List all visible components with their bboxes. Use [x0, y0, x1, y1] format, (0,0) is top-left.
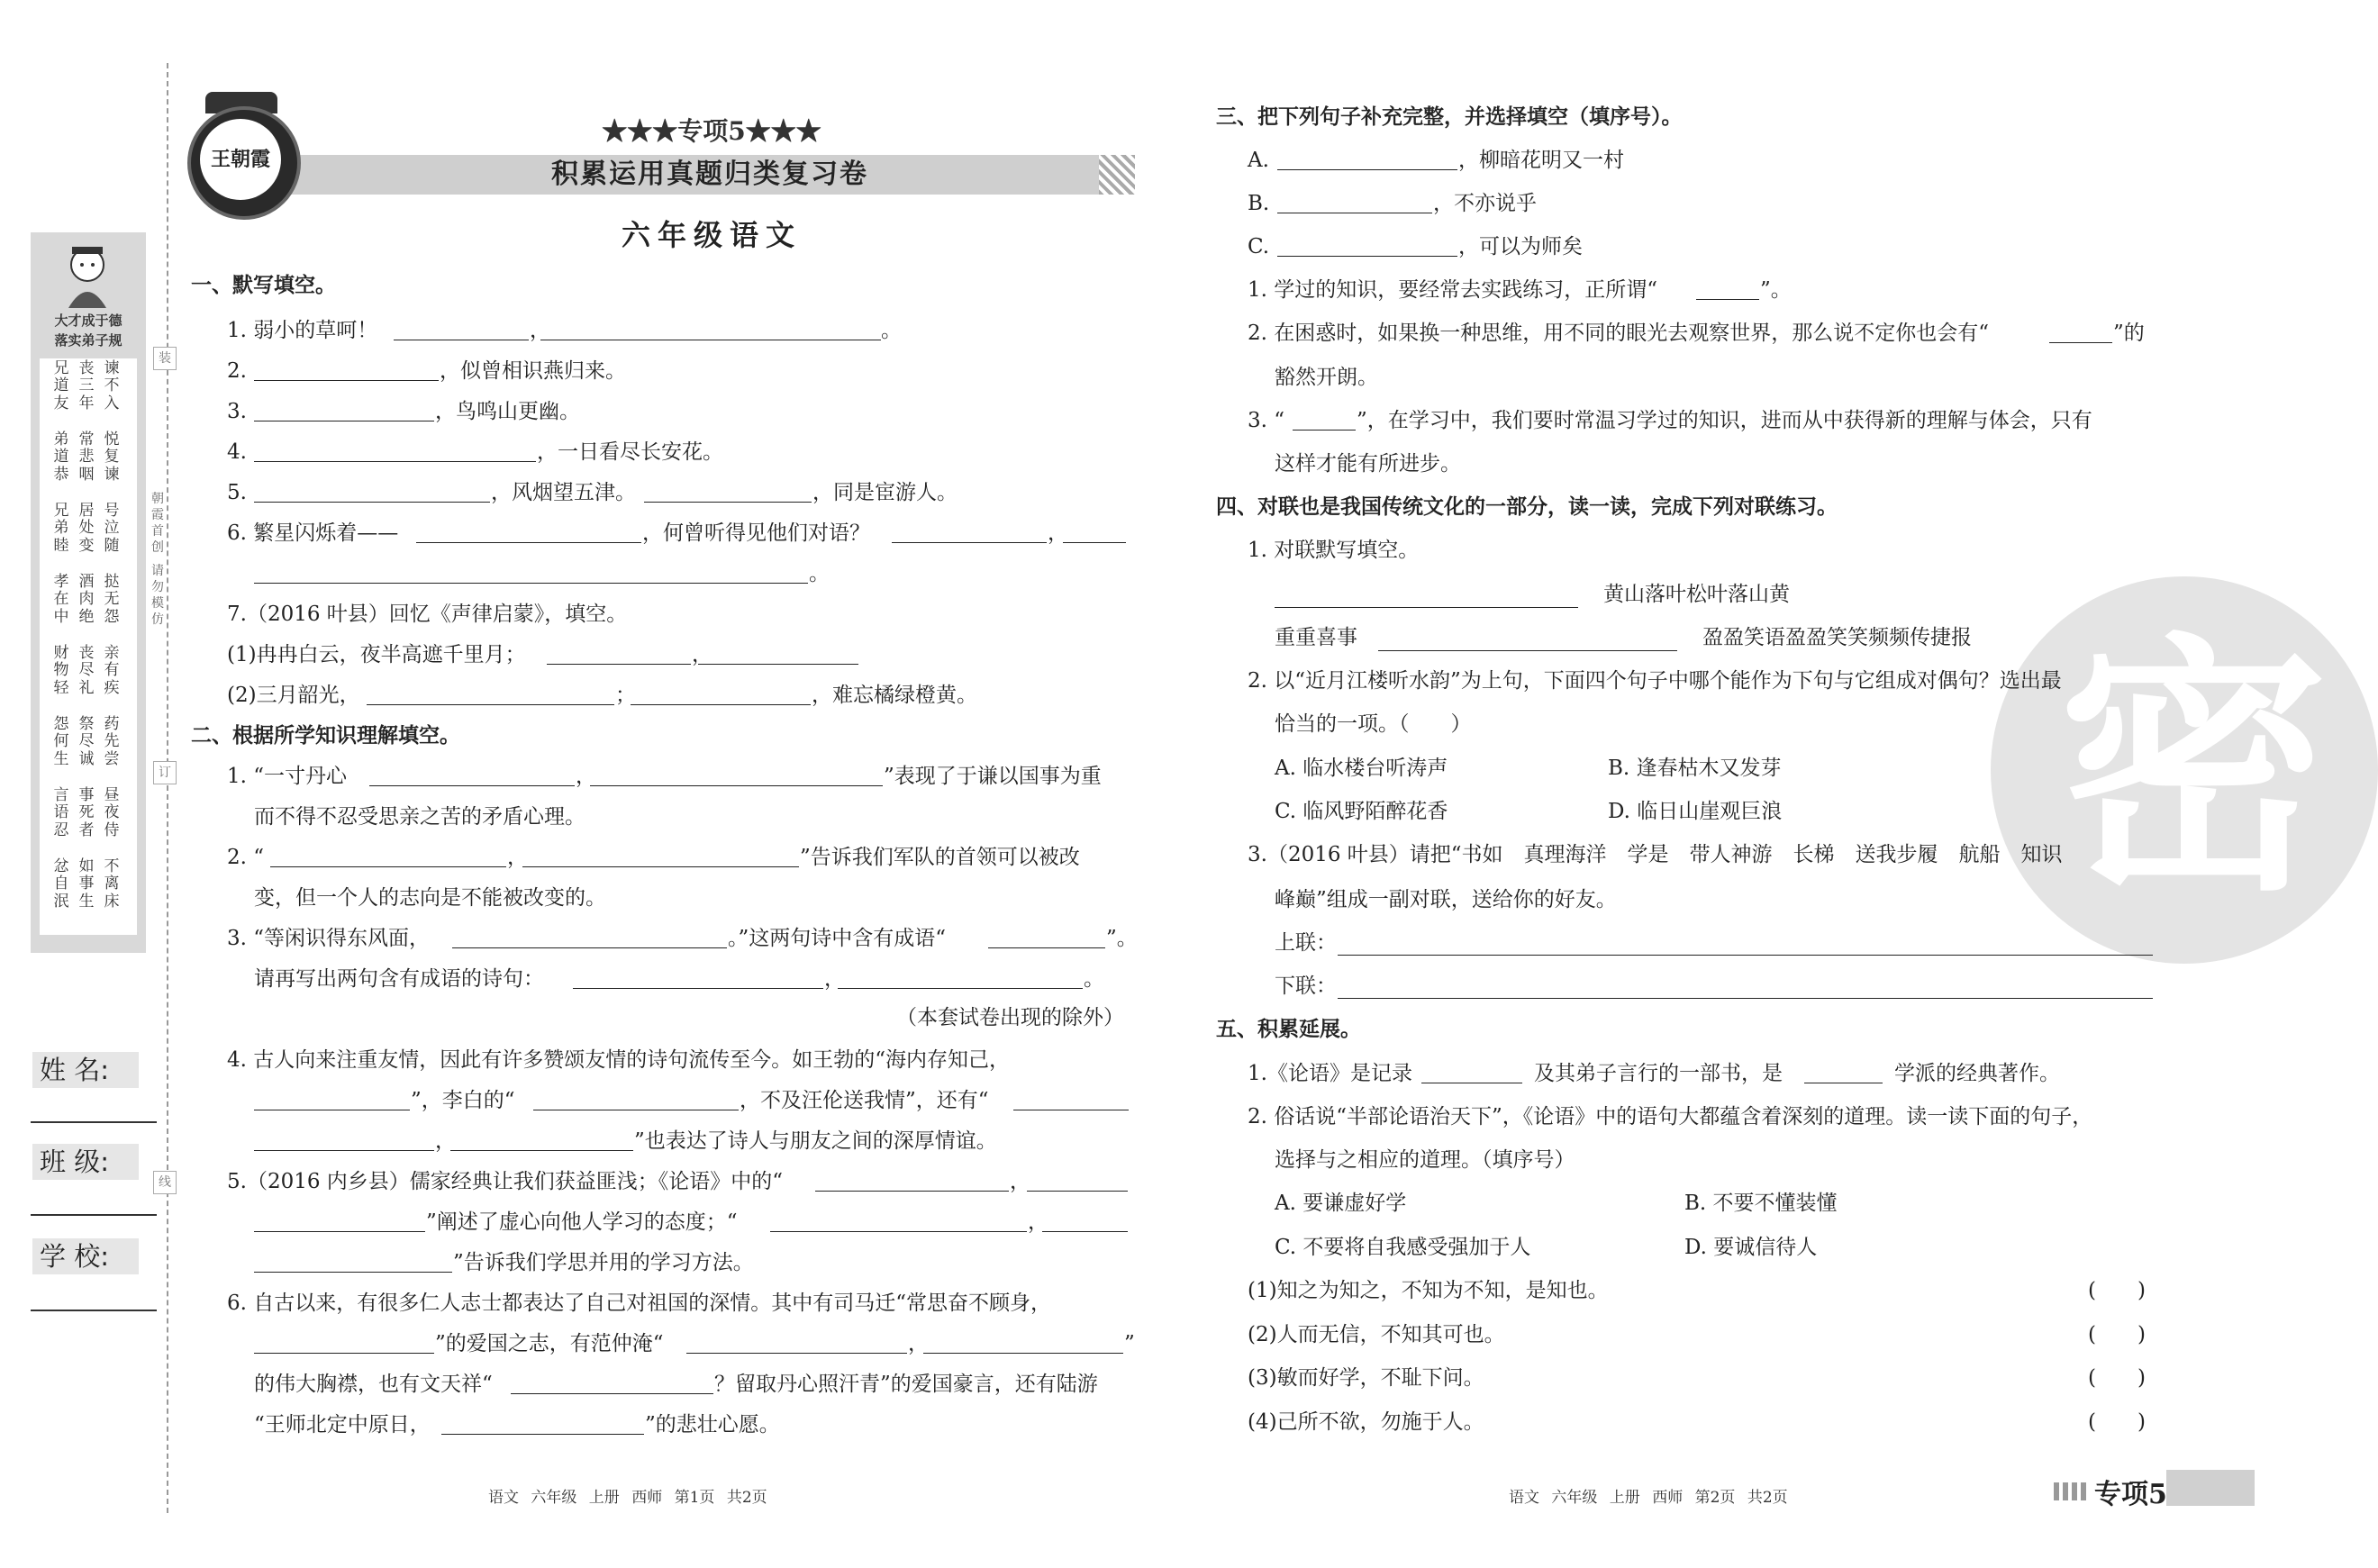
vertical-note: 请勿模仿 [151, 564, 164, 627]
q1-7-1b: ， [692, 643, 712, 666]
answer-blank[interactable] [1277, 169, 1457, 170]
q3-c-label: C. [1248, 235, 1270, 258]
q1-1: 1. 弱小的草呵！ [227, 319, 378, 342]
motto-column: 丧尽礼 [78, 644, 95, 697]
q2-4d: ”也表达了诗人与朋友之间的深厚情谊。 [634, 1129, 997, 1153]
q4-1b: 重重喜事 [1275, 626, 1357, 649]
q2-4: 4. 古人向来注重友情，因此有许多赞颂友情的诗句流传至今。如王勃的“海内存知己， [227, 1048, 1011, 1072]
answer-blank[interactable] [1063, 542, 1126, 543]
answer-blank[interactable] [254, 583, 808, 584]
q5-1c: 学派的经典著作。 [1894, 1062, 2060, 1085]
section-2-title: 二、根据所学知识理解填空。 [191, 724, 460, 748]
q2-5c: ”阐述了虚心向他人学习的态度；“ [426, 1210, 738, 1234]
answer-paren[interactable]: ( ) [2088, 1323, 2146, 1346]
q1-5-num: 5. [227, 481, 247, 504]
q4-1: 1. 对联默写填空。 [1248, 539, 1420, 562]
motto-column: 谏不入 [104, 359, 120, 412]
section-5-title: 五、积累延展。 [1216, 1018, 1361, 1041]
answer-blank[interactable] [254, 1231, 425, 1232]
q2-5: 5.（2016 内乡县）儒家经典让我们获益匪浅；《论语》中的“ [227, 1170, 784, 1193]
q2-5b: ， [1010, 1170, 1030, 1193]
motto-column: 财物轻 [53, 644, 69, 697]
answer-blank[interactable] [988, 947, 1105, 948]
paper-title: 积累运用真题归类复习卷 [551, 159, 868, 190]
answer-blank[interactable] [1293, 430, 1356, 431]
q2-1c: ”表现了于谦以国事为重 [884, 765, 1102, 788]
binding-mark: 订 [153, 761, 177, 784]
answer-blank[interactable] [1027, 1191, 1128, 1192]
q3-b-label: B. [1248, 192, 1270, 215]
q4-2-option-d[interactable]: D. 临日山崖观巨浪 [1608, 800, 1783, 823]
motto-column: 丧三年 [78, 359, 95, 412]
answer-paren[interactable]: ( ) [2088, 1410, 2146, 1434]
q2-6g: “王师北定中原日， [254, 1413, 431, 1437]
motto-column: 亲有疾 [104, 644, 120, 697]
answer-blank[interactable] [698, 664, 858, 665]
comma: ， [530, 319, 550, 342]
q4-3b: 峰巅”组成一副对联，送给你的好友。 [1275, 888, 1617, 911]
q2-4c: ，不及汪伦送我情”，还有“ [740, 1089, 989, 1112]
name-input-line[interactable] [31, 1121, 157, 1123]
q2-2: 2. “ [227, 846, 265, 869]
motto-column: 祭尽诚 [78, 715, 95, 768]
binding-mark: 装 [153, 347, 177, 370]
motto-column: 不离床 [104, 857, 120, 911]
answer-blank[interactable] [770, 1231, 1027, 1232]
motto-column: 悦复谏 [104, 431, 120, 484]
q5-option-c: C. 不要将自我感受强加于人 [1275, 1236, 1531, 1259]
answer-blank[interactable] [254, 1272, 452, 1273]
q2-1: 1. “一寸丹心 [227, 765, 348, 788]
motto-column: 事死者 [78, 786, 95, 839]
answer-blank[interactable] [547, 664, 691, 665]
q2-6f: ？留取丹心照汗青”的爱国豪言，还有陆游 [714, 1373, 1098, 1396]
answer-blank[interactable] [452, 947, 727, 948]
motto-column: 怨何生 [53, 715, 69, 768]
motto-column: 居处变 [78, 502, 95, 555]
q1-7-2b: ； [615, 684, 636, 707]
lower-couplet-label: 下联： [1275, 974, 1337, 998]
motto-column: 言语忍 [53, 786, 69, 839]
motto-title [32, 311, 144, 350]
motto-title-line: 大才成于德 [54, 313, 123, 329]
school-input-line[interactable] [31, 1310, 157, 1311]
q3-b: ，不亦说乎 [1433, 192, 1537, 215]
q2-3c: ”。 [1106, 927, 1138, 950]
answer-blank[interactable] [590, 785, 883, 786]
q2-6d: ” [1124, 1332, 1135, 1355]
q5-2: 2. 俗话说“半部论语治天下”，《论语》中的语句大都蕴含着深刻的道理。读一读下面的句子， [1248, 1105, 2093, 1128]
answer-blank[interactable] [254, 1150, 434, 1151]
binding-dash-line [167, 63, 168, 1513]
motto-column: 号泣随 [104, 502, 120, 555]
motto-column: 常悲咽 [78, 431, 95, 484]
q1-2-num: 2. [227, 359, 247, 383]
q3-1: 1. 学过的知识，要经常去实践练习，正所谓“ [1248, 278, 1658, 302]
q2-4b: ”，李白的“ [411, 1089, 515, 1112]
q1-7-2c: ，难忘橘绿橙黄。 [812, 684, 977, 707]
q3-2: 2. 在困惑时，如果换一种思维，用不同的眼光去观察世界，那么说不定你也会有“ [1248, 322, 1990, 345]
q1-7: 7.（2016 叶县）回忆《声律启蒙》，填空。 [227, 603, 628, 626]
name-label: 姓 名: [32, 1052, 139, 1088]
q1-2: ，似曾相识燕归来。 [440, 359, 626, 383]
q2-5e: ”告诉我们学思并用的学习方法。 [453, 1251, 754, 1274]
q4-1c: 盈盈笑语盈盈笑笑频频传捷报 [1702, 626, 1972, 649]
q3-a-label: A. [1248, 149, 1269, 172]
q2-1d: 而不得不忍受思亲之苦的矛盾心理。 [254, 805, 585, 829]
section-3-title: 三、把下列句子补充完整，并选择填空（填序号）。 [1216, 105, 1683, 129]
q2-6h: ”的悲壮心愿。 [645, 1413, 780, 1437]
q2-2d: 变，但一个人的志向是不能被改变的。 [254, 886, 606, 910]
q4-3: 3.（2016 叶县）请把“书如 真理海洋 学是 带人神游 长梯 送我步履 航船 知识 [1248, 843, 2063, 866]
q1-6b: ，何曾听得见他们对语？ [642, 521, 870, 545]
q2-3f: 。 [1084, 967, 1104, 991]
q5-2b: 选择与之相应的道理。（填序号） [1275, 1148, 1575, 1172]
answer-blank[interactable] [369, 785, 575, 786]
answer-blank[interactable] [686, 1353, 907, 1354]
q5-sentence-1: (1)知之为知之，不知为不知，是知也。 [1248, 1279, 1609, 1302]
answer-blank[interactable] [815, 1191, 1009, 1192]
answer-blank[interactable] [1042, 1231, 1128, 1232]
q3-3: 3. “ [1248, 409, 1285, 432]
school-label: 学 校: [32, 1238, 139, 1274]
corner-special-label: 专项5 [2094, 1479, 2167, 1510]
page-footer-right: 语文 六年级 上册 西师 第2页 共2页 [1509, 1489, 1788, 1507]
subject-title: 六年级语文 [621, 218, 802, 252]
q5-sentence-3: (3)敏而好学，不耻下问。 [1248, 1366, 1484, 1390]
section-1-title: 一、默写填空。 [191, 274, 336, 297]
motto-column: 忿自泯 [53, 857, 69, 911]
special-label: ★★★专项5★★★ [602, 116, 821, 146]
q3-3b: ”，在学习中，我们要时常温习学过的知识，进而从中获得新的理解与体会，只有 [1357, 409, 2092, 432]
motto-column: 弟道恭 [53, 431, 69, 484]
q2-3b: 。”这两句诗中含有成语“ [728, 927, 947, 950]
q4-2b: 恰当的一项。（ ） [1275, 712, 1472, 736]
q5-1: 1.《论语》是记录 [1248, 1062, 1412, 1085]
q1-3-num: 3. [227, 400, 247, 423]
q3-a: ，柳暗花明又一村 [1458, 149, 1624, 172]
q2-2c: ”告诉我们军队的首领可以被改 [800, 846, 1080, 869]
answer-blank[interactable] [270, 866, 506, 867]
answer-blank[interactable] [1378, 650, 1677, 651]
answer-blank[interactable] [511, 1393, 713, 1394]
answer-blank[interactable] [923, 1353, 1123, 1354]
q3-3c: 这样才能有所进步。 [1275, 452, 1461, 476]
answer-blank[interactable] [2049, 342, 2112, 343]
q4-2: 2. 以“近月江楼听水韵”为上句，下面四个句子中哪个能作为下句与它组成对偶句？选出最 [1248, 669, 2062, 693]
q2-3: 3. “等闲识得东风面， [227, 927, 431, 950]
answer-blank[interactable] [254, 461, 536, 462]
motto-column: 酒肉绝 [78, 573, 95, 626]
class-input-line[interactable] [31, 1214, 157, 1216]
answer-blank[interactable] [522, 866, 799, 867]
q2-3d: 请再写出两句含有成语的诗句： [254, 967, 544, 991]
q3-1b: ”。 [1760, 278, 1792, 302]
answer-blank[interactable] [254, 1353, 434, 1354]
q1-5b: ，同是宦游人。 [812, 481, 958, 504]
q1-3: ，鸟鸣山更幽。 [435, 400, 580, 423]
answer-blank[interactable] [254, 502, 490, 503]
answer-blank[interactable] [631, 704, 811, 705]
logo: 王朝霞 [200, 119, 281, 200]
q4-2-option-c[interactable]: C. 临风野陌醉花香 [1275, 800, 1448, 823]
q2-6c: ， [908, 1332, 929, 1355]
answer-paren[interactable]: ( ) [2088, 1366, 2146, 1390]
motto-column: 孝在中 [53, 573, 69, 626]
cartoon-figure [56, 243, 119, 308]
answer-blank[interactable] [254, 380, 439, 381]
q2-3e: ， [824, 967, 845, 991]
q1-6c: ， [1048, 521, 1068, 545]
q2-5d: ， [1028, 1210, 1048, 1234]
answer-blank[interactable] [1277, 256, 1457, 257]
q1-1-end: 。 [881, 319, 902, 342]
comma: ， [435, 1129, 456, 1153]
lower-couplet-line[interactable] [1338, 998, 2153, 999]
q2-6b: ”的爱国之志，有范仲淹“ [435, 1332, 664, 1355]
q1-5a: ，风烟望五津。 [491, 481, 636, 504]
q4-2-option-a[interactable]: A. 临水楼台听涛声 [1275, 757, 1448, 780]
q4-2-option-b[interactable]: B. 逢春枯木又发芽 [1608, 757, 1782, 780]
q2-6e: 的伟大胸襟，也有文天祥“ [254, 1373, 493, 1396]
q2-3-note: （本套试卷出现的除外） [896, 1006, 1124, 1029]
motto-column: 如事生 [78, 857, 95, 911]
stamp-char: 密 [2058, 612, 2328, 927]
q3-c: ，可以为师矣 [1458, 235, 1583, 258]
q5-option-b: B. 不要不懂装懂 [1684, 1192, 1838, 1215]
q4-1a: 黄山落叶松叶落山黄 [1603, 583, 1790, 606]
page-footer-left: 语文 六年级 上册 西师 第1页 共2页 [488, 1489, 767, 1507]
q5-option-d: D. 要诚信待人 [1684, 1236, 1818, 1259]
answer-blank[interactable] [644, 502, 812, 503]
q2-6: 6. 自古以来，有很多仁人志士都表达了自己对祖国的深情。其中有司马迁“常思奋不顾身， [227, 1292, 1052, 1315]
answer-blank[interactable] [1275, 607, 1578, 608]
q1-6: 6. 繁星闪烁着—— [227, 521, 399, 545]
upper-couplet-line[interactable] [1338, 955, 2153, 956]
section-4-title: 四、对联也是我国传统文化的一部分，读一读，完成下列对联练习。 [1216, 495, 1838, 519]
q1-6-end: 。 [809, 562, 830, 585]
q5-sentence-4: (4)己所不欲，勿施于人。 [1248, 1410, 1484, 1434]
q5-option-a: A. 要谦虚好学 [1275, 1192, 1407, 1215]
corner-pattern [2054, 1482, 2090, 1500]
q3-2c: 豁然开朗。 [1275, 366, 1378, 389]
motto-column: 昼夜侍 [104, 786, 120, 839]
answer-paren[interactable]: ( ) [2088, 1279, 2146, 1302]
q5-1b: 及其弟子言行的一部书，是 [1534, 1062, 1783, 1085]
vertical-note: 朝霞首创 [151, 492, 164, 555]
q5-sentence-2: (2)人而无信，不知其可也。 [1248, 1323, 1505, 1346]
answer-blank[interactable] [573, 988, 823, 989]
q3-2b: ”的 [2113, 322, 2145, 345]
answer-blank[interactable] [416, 542, 641, 543]
q1-4: ，一日看尽长安花。 [537, 440, 723, 464]
motto-column: 挞无怨 [104, 573, 120, 626]
motto-title-line: 落实弟子规 [54, 332, 123, 349]
corner-bar [2166, 1470, 2255, 1506]
q1-7-1: (1)冉冉白云，夜半高遮千里月； [227, 643, 526, 666]
answer-blank[interactable] [838, 988, 1083, 989]
q2-1b: ， [576, 765, 596, 788]
binding-mark: 线 [153, 1171, 177, 1194]
q1-7-2: (2)三月韶光， [227, 684, 360, 707]
q2-2b: ， [507, 846, 528, 869]
q1-4-num: 4. [227, 440, 247, 464]
answer-blank[interactable] [441, 1434, 644, 1435]
motto-column: 兄弟睦 [53, 502, 69, 555]
answer-blank[interactable] [450, 1150, 633, 1151]
motto-column: 药先尝 [104, 715, 120, 768]
upper-couplet-label: 上联： [1275, 931, 1337, 955]
motto-column: 兄道友 [53, 359, 69, 412]
answer-blank[interactable] [892, 542, 1047, 543]
answer-blank[interactable] [367, 704, 614, 705]
class-label: 班 级: [32, 1144, 139, 1180]
answer-blank[interactable] [1696, 299, 1759, 300]
